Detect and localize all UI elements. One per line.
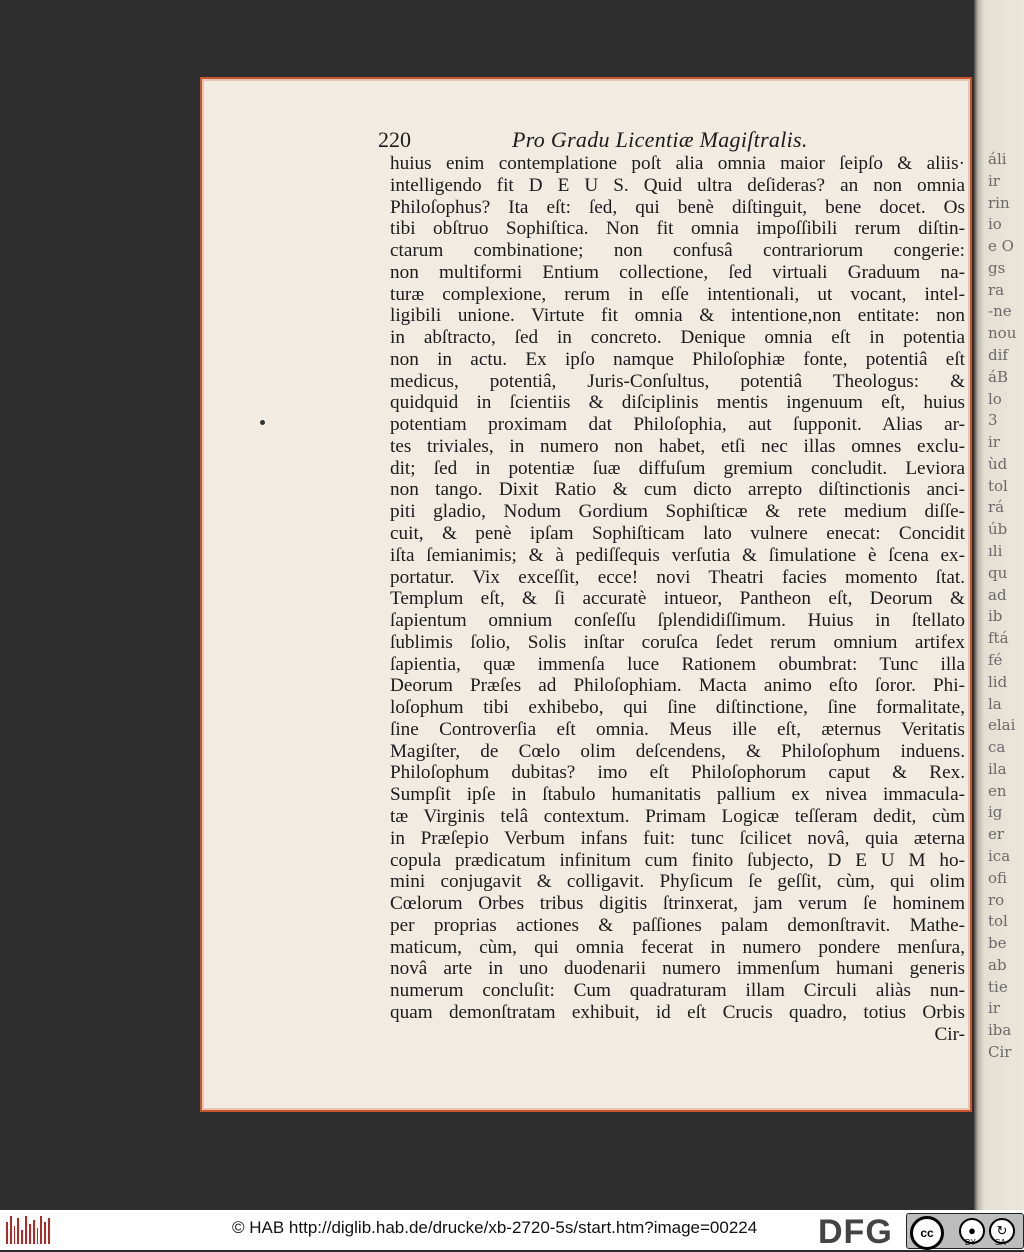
by-attribution-icon: ●	[959, 1218, 985, 1244]
running-head: Pro Gradu Licentiæ Magiſtralis.	[512, 127, 808, 152]
text-line: loſophum tibi exhibebo, qui ſine diſtinctione, ſine formalitate,	[390, 697, 965, 719]
adjacent-page-fragment: ab	[988, 955, 1007, 974]
adjacent-page-fragment: ad	[988, 585, 1007, 604]
adjacent-page-fragment: áB	[988, 367, 1008, 386]
text-line: in abſtracto, ſed in concreto. Denique omnia eſt in potentia	[390, 327, 965, 349]
text-line: Philoſophus? Ita eſt: ſed, qui benè diſtinguit, bene docet. Os	[390, 196, 965, 218]
text-line: potentiam proximam dat Philoſophia, aut ſupponit. Alias ar-	[390, 414, 965, 436]
text-line: cuit, & penè ipſam Sophiſticam lato vulnere enecat: Concidit	[390, 523, 965, 545]
text-line: Cœlorum Orbes tribus digitis ſtrinxerat, jam verum ſe hominem	[390, 893, 965, 915]
share-alike-icon: ↻	[989, 1218, 1015, 1244]
text-line: quam demonſtratam exhibuit, id eſt Crucis quadro, totius Orbis	[390, 1001, 965, 1023]
text-line: tibi obſtruo Sophiſtica. Non fit omnia impoſſibili rerum diſtin-	[390, 218, 965, 240]
logo-bar	[44, 1222, 46, 1244]
dfg-logo[interactable]: DFG	[818, 1213, 893, 1251]
adjacent-page-fragment: er	[988, 825, 1005, 844]
text-line: tes triviales, in numero non habet, etſi nec illas omnes exclu-	[390, 435, 965, 457]
text-line: non tango. Dixit Ratio & cum dicto arrepto diſtinctionis anci-	[390, 479, 965, 501]
cc-sa-label: SA	[995, 1238, 1006, 1247]
adjacent-page-fragment: ib	[988, 607, 1003, 626]
text-line: iſta ſemianimis; & à pediſſequis verſutia & ſimulatione è ſcena ex-	[390, 544, 965, 566]
logo-bar	[33, 1220, 35, 1244]
adjacent-page-fragment: ca	[988, 738, 1006, 757]
text-line: ctarum combinatione; non confusâ contrariorum congerie:	[390, 240, 965, 262]
logo-bar	[17, 1218, 19, 1244]
adjacent-page-fragment: áli	[988, 150, 1007, 168]
adjacent-page-fragment: ir	[988, 171, 1000, 190]
adjacent-page-fragment: dif	[988, 346, 1008, 365]
text-line: ſapientum omnium conſeſſu ſplendidiſſimum. Huius in ſtellato	[390, 610, 965, 632]
logo-bar	[25, 1216, 27, 1244]
adjacent-page-fragment: iba	[988, 1021, 1012, 1040]
adjacent-page-fragment: ir	[988, 999, 1000, 1018]
adjacent-page-fragment: io	[988, 215, 1002, 234]
hab-logo-icon	[6, 1216, 50, 1244]
text-line: Philoſophum dubitas? imo eſt Philoſophorum caput & Rex.	[390, 762, 965, 784]
text-line: novâ arte in uno duodenarii numero immenſum humani generis	[390, 958, 965, 980]
adjacent-page-fragment: tol	[988, 476, 1008, 495]
logo-bar	[6, 1222, 8, 1244]
adjacent-page-fragment: úb	[988, 520, 1008, 539]
logo-bar	[40, 1216, 42, 1244]
adjacent-page-fragment: tie	[988, 977, 1008, 996]
adjacent-page-fragment: ica	[988, 846, 1011, 865]
adjacent-page-fragment: lo	[988, 389, 1002, 408]
adjacent-page-fragment: e O	[988, 237, 1014, 256]
adjacent-page-fragment: ir	[988, 433, 1000, 452]
cc-icon: cc	[910, 1216, 944, 1250]
adjacent-page-fragment: ig	[988, 803, 1003, 822]
adjacent-page-fragment: -ne	[988, 302, 1012, 321]
text-line: ſine Controverſia eſt omnia. Meus ille eſt, æternus Veritatis	[390, 718, 965, 740]
adjacent-page-fragment: be	[988, 934, 1007, 953]
text-line: per proprias actiones & paſſiones palam demonſtravit. Mathe-	[390, 914, 965, 936]
logo-bar	[14, 1226, 16, 1244]
text-line: Templum eſt, & ſi accuratè intueor, Pantheon eſt, Deorum &	[390, 588, 965, 610]
footer-bar	[0, 1210, 1024, 1250]
text-line: Cir-	[934, 1023, 965, 1045]
text-line: mini conjugavit & colligavit. Phyſicum ſe geſſit, cùm, qui olim	[390, 871, 965, 893]
text-line: non multiformi Entium collectione, ſed virtuali Graduum na-	[390, 261, 965, 283]
adjacent-page-fragment: ofi	[988, 868, 1008, 887]
adjacent-page-fragment: ftá	[988, 629, 1009, 648]
text-line: dit; ſed in potentiæ ſuæ diffuſum gremium concludit. Leviora	[390, 457, 965, 479]
adjacent-page-fragment: gs	[988, 258, 1006, 277]
text-line: turæ complexione, rerum in eſſe intentionali, ut vocant, intel-	[390, 283, 965, 305]
text-line: portatur. Vix exceſſit, ecce! novi Theatri facies momento ſtat.	[390, 566, 965, 588]
adjacent-page-fragment: rin	[988, 193, 1010, 212]
cc-by-label: BY	[965, 1238, 976, 1247]
page-header	[378, 127, 958, 155]
adjacent-page-fragment: nou	[988, 324, 1017, 343]
adjacent-page-fragment: lid	[988, 672, 1008, 691]
text-line: copula prædicatum infinitum cum finito ſubjecto, D E U M ho-	[390, 849, 965, 871]
adjacent-page-fragment: qu	[988, 563, 1008, 582]
logo-bar	[48, 1218, 50, 1244]
adjacent-page-fragment: rá	[988, 498, 1005, 517]
logo-bar	[21, 1230, 23, 1244]
text-line: in Præſepio Verbum infans fuit: tunc ſcilicet novâ, quia æterna	[390, 827, 965, 849]
text-line: numerum concluſit: Cum quadraturam illam Circuli aliàs nun-	[390, 980, 965, 1002]
text-line: ſublimis ſolio, Solis inſtar coruſca ſedet rerum omnium artifex	[390, 631, 965, 653]
adjacent-page-fragment: ra	[988, 280, 1005, 299]
adjacent-page-fragment: ıli	[988, 542, 1003, 561]
text-line: piti gladio, Nodum Gordium Sophiſticæ & rete medium diſſe-	[390, 501, 965, 523]
text-line: Magiſter, de Cœlo olim deſcendens, & Philoſophum induens.	[390, 740, 965, 762]
text-line: maticum, cùm, qui omnia fecerat in numero pondere menſura,	[390, 936, 965, 958]
adjacent-page-fragment: ùd	[988, 454, 1008, 473]
body-text	[390, 153, 965, 1045]
text-line: Sumpſit ipſe in ſtabulo humanitatis pallium ex nivea immacula-	[390, 784, 965, 806]
logo-bar	[29, 1224, 31, 1244]
adjacent-page-fragment: Cir	[988, 1042, 1012, 1061]
text-line: quidquid in ſcientiis & diſciplinis mentis ingenuum eſt, huius	[390, 392, 965, 414]
text-line: non in actu. Ex ipſo namque Philoſophiæ fonte, potentiâ eſt	[390, 348, 965, 370]
adjacent-page-fragment: fé	[988, 650, 1003, 669]
adjacent-page-fragment: en	[988, 781, 1007, 800]
creative-commons-badge[interactable]	[906, 1213, 1024, 1249]
page-number: 220	[378, 127, 411, 152]
adjacent-page-edge	[974, 0, 1024, 1210]
adjacent-page-fragment: la	[988, 694, 1002, 713]
adjacent-page-fragment: ro	[988, 890, 1005, 909]
text-line: Deorum Præſes ad Philoſophiam. Macta animo eſto ſoror. Phi-	[390, 675, 965, 697]
text-line: medicus, potentiâ, Juris-Conſultus, potentiâ Theologus: &	[390, 370, 965, 392]
adjacent-page-fragment: elai	[988, 716, 1016, 735]
text-line: intelligendo fit D E U S. Quid ultra deſideras? an non omnia	[390, 174, 965, 196]
copyright-link[interactable]: © HAB http://diglib.hab.de/drucke/xb-2720-5s/start.htm?image=00224	[232, 1218, 758, 1237]
text-line: ligibili unione. Virtute fit omnia & intentione,non entitate: non	[390, 305, 965, 327]
logo-bar	[10, 1216, 12, 1244]
logo-bar	[37, 1228, 39, 1244]
text-line: tæ Virginis telâ contextum. Primam Logicæ teſſeram dedit, cùm	[390, 805, 965, 827]
adjacent-page-fragment: 3	[988, 411, 998, 430]
text-line: huius enim contemplatione poſt alia omnia maior ſeipſo & aliis·	[390, 153, 965, 174]
adjacent-page-fragment: tol	[988, 912, 1008, 931]
text-line: ſapientia, quæ immenſa luce Rationem obumbrat: Tunc illa	[390, 653, 965, 675]
ink-spot	[260, 420, 265, 425]
adjacent-page-fragment: ila	[988, 759, 1007, 778]
